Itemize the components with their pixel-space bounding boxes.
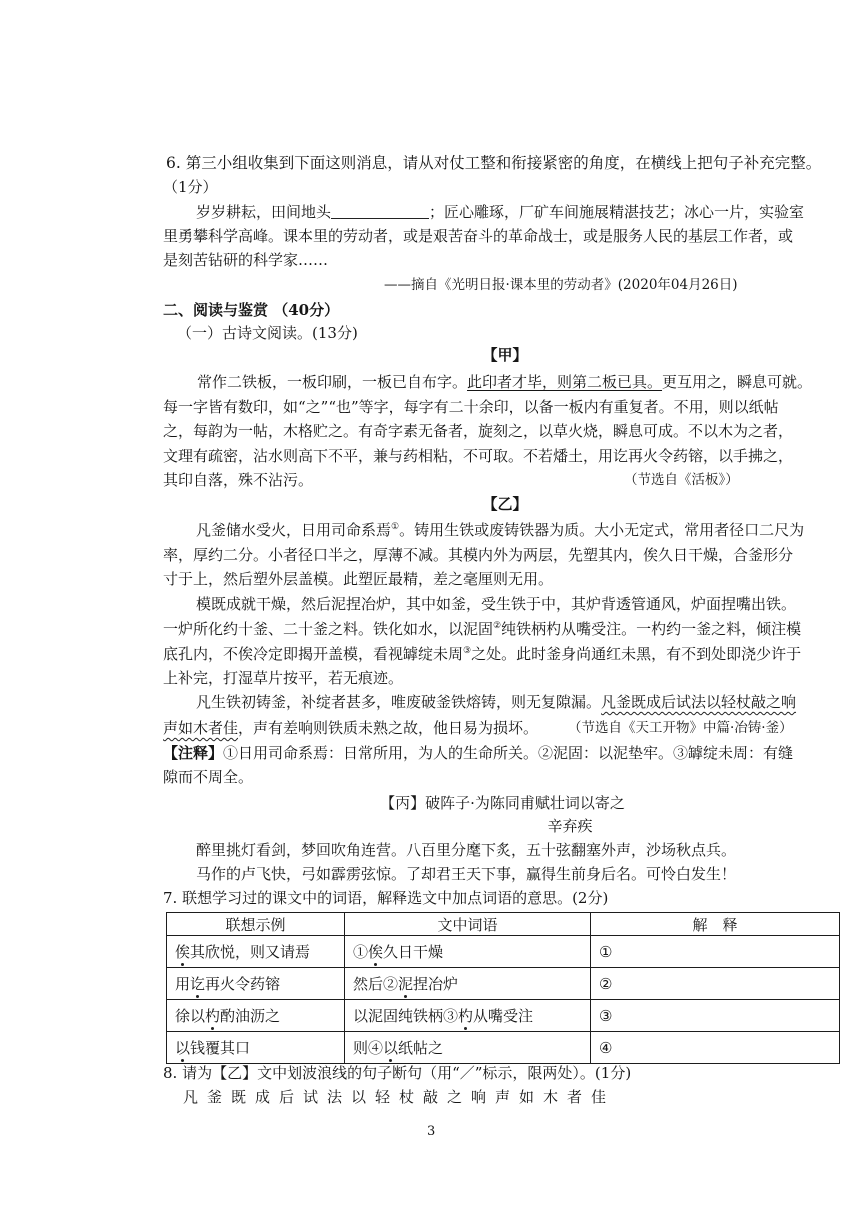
yi-p1-line1-a: 凡釜储水受火，日用司命系焉 bbox=[196, 521, 392, 539]
q7-header-word: 文中词语 bbox=[345, 913, 591, 936]
q7-answer-3[interactable]: ③ bbox=[591, 1000, 840, 1032]
yi-p2-line2-a: 一炉所化约十釜、二十釜之料。铁化如水，以泥固 bbox=[163, 620, 494, 638]
q7-word-3: 以泥固纯铁柄③杓从嘴受注 bbox=[345, 1000, 591, 1032]
table-row bbox=[167, 968, 840, 1000]
q7-answer-4[interactable]: ④ bbox=[591, 1032, 840, 1064]
jia-line1-a: 常作二铁板，一板印刷，一板已自布字。 bbox=[197, 373, 468, 391]
dotted-word: 俟 bbox=[368, 943, 384, 961]
table-row bbox=[167, 1000, 840, 1032]
q7-word-2: 然后②泥捏冶炉 bbox=[345, 968, 591, 1000]
q7-word-1: ①俟久日干燥 bbox=[345, 936, 591, 968]
q6-title: 6. 第三小组收集到下面这则消息，请从对仗工整和衔接紧密的角度，在横线上把句子补充完整。 bbox=[166, 154, 822, 172]
dotted-word: 以 bbox=[383, 1039, 399, 1057]
section2-title: 二、阅读与鉴赏 （40分） bbox=[163, 301, 340, 319]
dotted-word: 杓 bbox=[205, 1007, 221, 1025]
q7-header-example: 联想示例 bbox=[167, 913, 345, 936]
jia-line1 bbox=[197, 372, 812, 392]
yi-p2-line1: 模既成就干燥，然后泥捏冶炉，其中如釜，受生铁于中，其炉背透管通风，炉面捏嘴出铁。 bbox=[196, 595, 797, 613]
q6-score: （1分） bbox=[163, 178, 218, 196]
bing-title: 【丙】破阵子·为陈同甫赋壮词以寄之 bbox=[380, 794, 625, 812]
note-ref-1: ① bbox=[391, 522, 400, 532]
yi-note-line2: 隙而不周全。 bbox=[163, 768, 254, 786]
q7-header-row bbox=[167, 913, 840, 936]
note-ref-2: ② bbox=[493, 621, 502, 631]
yi-source: （节选自《天工开物》中篇·冶铸·釜） bbox=[568, 720, 793, 736]
yi-p1-line2: 率，厚约二分。小者径口半之，厚薄不减。其模内外为两层，先塑其内，俟久日干燥，合釜形分 bbox=[163, 546, 794, 564]
bing-line2: 马作的卢飞快，弓如霹雳弦惊。了却君王天下事，赢得生前身后名。可怜白发生！ bbox=[196, 865, 737, 883]
q7-example-3: 徐以杓酌油沥之 bbox=[167, 1000, 345, 1032]
dotted-word: 杓 bbox=[458, 1007, 474, 1025]
jia-line4: 文理有疏密，沾水则高下不平，兼与药相粘，不可取。不若燔土，用讫再火令药镕，以手拂之， bbox=[163, 447, 794, 465]
yi-p2-line3-b: 之处。此时釜身尚通红未黑，有不到处即浇少许于 bbox=[471, 645, 802, 663]
yi-p2-line2-b: 纯铁柄杓从嘴受注。一杓约一釜之料，倾注模 bbox=[501, 620, 802, 638]
dotted-word: 以 bbox=[175, 1039, 191, 1057]
jia-line2: 每一字皆有数印，如“之”“也”等字，每字有二十余印，以备一板内有重复者。不用，则以纸帖 bbox=[163, 398, 779, 416]
section2-subtitle: （一）古诗文阅读。(13分) bbox=[177, 324, 358, 342]
q8-sentence[interactable]: 凡釜既成后试法以轻杖敲之响声如木者佳 bbox=[183, 1088, 616, 1106]
q7-example-4: 以钱覆其口 bbox=[167, 1032, 345, 1064]
jia-underlined-sentence: 此印者才毕，则第二板已具。 bbox=[467, 373, 663, 391]
yi-p2-line3 bbox=[163, 644, 801, 664]
q6-line2: 里勇攀科学高峰。课本里的劳动者，或是艰苦奋斗的革命战士，或是服务人民的基层工作者，或 bbox=[163, 227, 794, 245]
q7-title: 7. 联想学习过的课文中的词语，解释选文中加点词语的意思。(2分) bbox=[163, 889, 609, 907]
q6-line1 bbox=[196, 202, 804, 222]
page-number: 3 bbox=[427, 1124, 436, 1139]
q6-line3: 是刻苦钻研的科学家…… bbox=[163, 251, 329, 269]
table-row bbox=[167, 1032, 840, 1064]
jia-line5: 其印自落，殊不沾污。 bbox=[163, 471, 314, 489]
note-label: 【注释】 bbox=[163, 744, 224, 762]
jia-source: （节选自《活板》） bbox=[624, 472, 739, 488]
q7-answer-1[interactable]: ① bbox=[591, 936, 840, 968]
yi-p3-line2 bbox=[163, 718, 538, 738]
yi-p1-line1 bbox=[196, 520, 804, 540]
table-row bbox=[167, 936, 840, 968]
q7-example-2: 用讫再火令药镕 bbox=[167, 968, 345, 1000]
note-text-1: ①日用司命系焉：日常所用，为人的生命所关。②泥固：以泥垫牢。③罅绽未周：有缝 bbox=[223, 744, 794, 762]
bing-line1: 醉里挑灯看剑，梦回吹角连营。八百里分麾下炙，五十弦翻塞外声，沙场秋点兵。 bbox=[196, 841, 737, 859]
q7-header-answer: 解 释 bbox=[591, 913, 840, 936]
jia-header: 【甲】 bbox=[482, 346, 528, 364]
q6-line1-b: ；匠心雕琢，厂矿车间施展精湛技艺；冰心一片，实验室 bbox=[429, 203, 805, 221]
q7-answer-2[interactable]: ② bbox=[591, 968, 840, 1000]
q6-line1-a: 岁岁耕耘，田间地头 bbox=[196, 203, 332, 221]
yi-wavy-sentence-part1: 凡釜既成后试法以轻杖敲之响 bbox=[601, 693, 797, 711]
q7-table bbox=[166, 912, 840, 1064]
q8-title: 8. 请为【乙】文中划波浪线的句子断句（用“／”标示，限两处）。(1分) bbox=[163, 1064, 632, 1082]
q7-word-4: 则④以纸帖之 bbox=[345, 1032, 591, 1064]
q6-source: ——摘自《光明日报·课本里的劳动者》(2020年04月26日) bbox=[384, 277, 738, 293]
yi-p2-line4: 上补完，打湿草片按平，若无痕迹。 bbox=[163, 669, 404, 687]
yi-p3-line1-a: 凡生铁初铸釜，补绽者甚多，唯废破釜铁熔铸，则无复隙漏。 bbox=[196, 693, 602, 711]
yi-p2-line3-a: 底孔内，不俟冷定即揭开盖模，看视罅绽未周 bbox=[163, 645, 464, 663]
dotted-word: 讫 bbox=[190, 975, 206, 993]
q7-example-1: 俟其欣悦，则又请焉 bbox=[167, 936, 345, 968]
dotted-word: 俟 bbox=[175, 943, 191, 961]
yi-p3-line2-b: ，声有差响则铁质未熟之故，他日易为损坏。 bbox=[238, 719, 539, 737]
yi-p1-line1-b: 。铸用生铁或废铸铁器为质。大小无定式，常用者径口二尺为 bbox=[399, 521, 805, 539]
yi-p3-line1 bbox=[196, 692, 796, 712]
jia-line1-b: 更互用之，瞬息可就。 bbox=[662, 373, 813, 391]
yi-p1-line3: 寸于上，然后塑外层盖模。此塑匠最精，差之毫厘则无用。 bbox=[163, 570, 554, 588]
yi-header: 【乙】 bbox=[482, 495, 528, 513]
q6-answer-blank[interactable] bbox=[331, 204, 429, 219]
yi-wavy-sentence-part2: 声如木者佳 bbox=[163, 719, 239, 737]
yi-p2-line2 bbox=[163, 619, 801, 639]
note-ref-3: ③ bbox=[463, 646, 472, 656]
yi-note-line1 bbox=[163, 743, 793, 763]
dotted-word: 泥 bbox=[398, 975, 414, 993]
jia-line3: 之，每韵为一帖，木格贮之。有奇字素无备者，旋刻之，以草火烧，瞬息可成。不以木为之者， bbox=[163, 422, 794, 440]
bing-author: 辛弃疾 bbox=[547, 817, 593, 835]
